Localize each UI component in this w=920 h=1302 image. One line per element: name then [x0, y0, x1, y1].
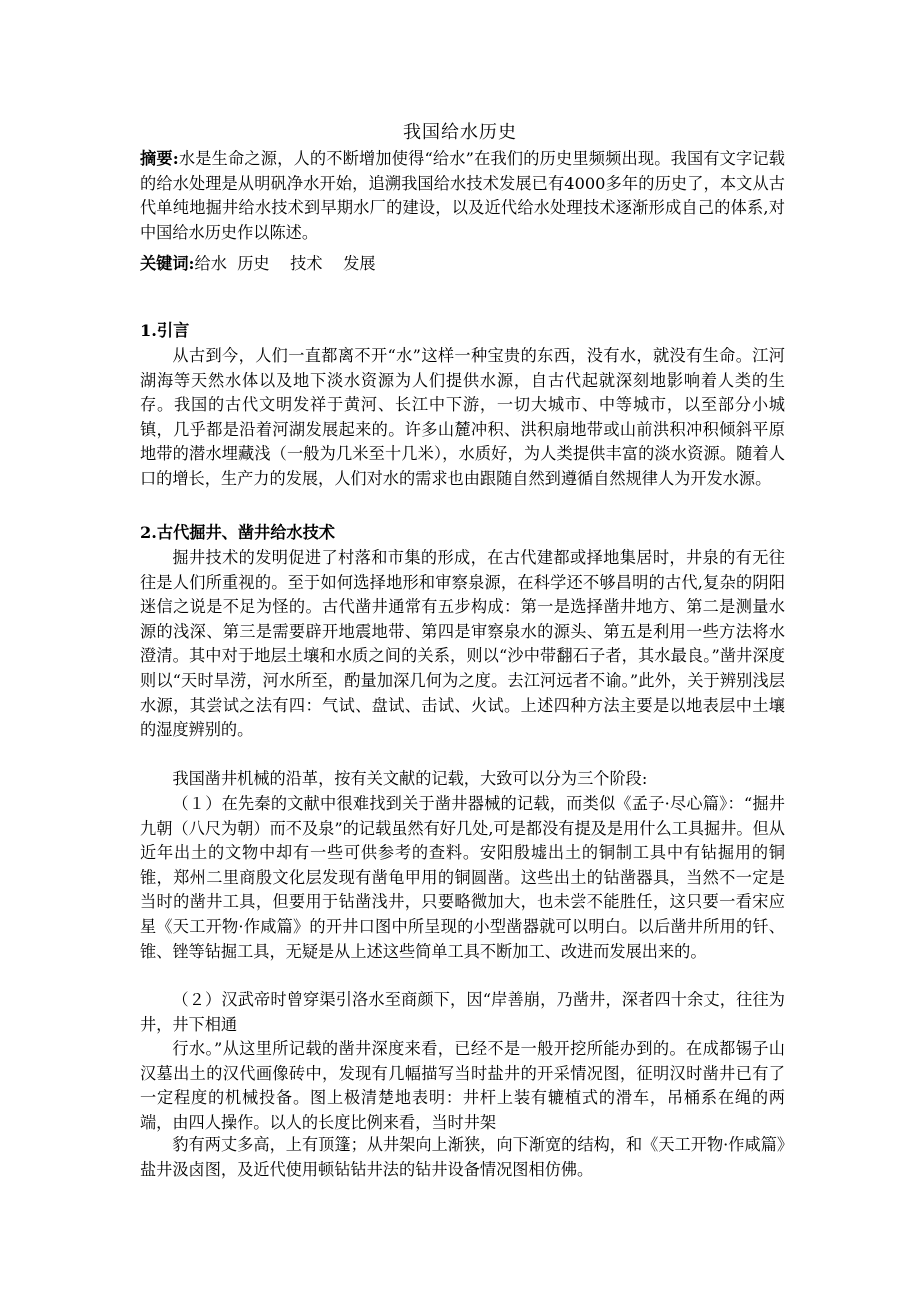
- section-2-paragraph-2: 我国凿井机械的沿革，按有关文献的记载，大致可以分为三个阶段:: [172, 769, 648, 788]
- abstract: [140, 147, 785, 245]
- section-2-paragraph-6: 豹有两丈多高，上有顶篷；从井架向上渐狭，向下渐宽的结构，和《天工开物·作咸篇》盐井汲卤图，及近代使用顿钻钻井法的钻井设备情况图相仿佛。: [140, 1135, 785, 1179]
- section-1-heading: 1.引言: [140, 321, 190, 340]
- abstract-label: 摘要:: [140, 149, 179, 168]
- section-2-paragraph-3: （１）在先秦的文献中很难找到关于凿井器械的记载，而类似《孟子·尽心篇》：“掘井九朝（八尺为朝）而不及泉”的记载虽然有好几处,可是都没有提及是用什么工具掘井。但从近年出土的文物中却有一些可供参考的查料。安阳殷墟出土的铜制工具中有钻掘用的铜锥，郑州二里商殷文化层发现有凿龟甲用的铜圆凿。这些出土的钻凿器具，当然不一定是当时的凿井工具，但要用于钻凿浅井，只要略微加大，也未尝不能胜任，这只要一看宋应星《天工开物·作咸篇》的开井口图中所呈现的小型凿器就可以明白。以后凿井所用的钎、锥、锉等钻掘工具，无疑是从上述这些简单工具不断加工、改进而发展出来的。: [140, 794, 785, 961]
- keywords-label: 关键词:: [140, 254, 195, 273]
- section-1-paragraph: 从古到今，人们一直都离不开“水”这样一种宝贵的东西，没有水，就没有生命。江河湖海等天然水体以及地下淡水资源为人们提供水源，自古代起就深刻地影响着人类的生存。我国的古代文明发祥于黄河、长江中下游，一切大城市、中等城市，以至部分小城镇，几乎都是沿着河湖发展起来的。许多山麓冲积、洪积扇地带或山前洪积冲积倾斜平原地带的潜水埋藏浅（一般为几米至十几米），水质好，为人类提供丰富的淡水资源。随着人口的增长，生产力的发展，人们对水的需求也由跟随自然到遵循自然规律人为开发水源。: [140, 346, 785, 488]
- document-title: 我国给水历史: [403, 122, 517, 143]
- section-2-paragraph-4: （２）汉武帝时曾穿渠引洛水至商颜下，因“岸善崩，乃凿井，深者四十余丈，往往为井，井下相通: [140, 990, 785, 1034]
- abstract-text: 水是生命之源，人的不断增加使得“给水”在我们的历史里频频出现。我国有文字记载的给水处理是从明矾净水开始，追溯我国给水技术发展已有4000多年的历史了，本文从古代单纯地掘井给水技术到早期水厂的建设，以及近代给水处理技术逐渐形成自己的体系,对中国给水历史作以陈述。: [140, 149, 785, 242]
- keywords: [140, 252, 785, 277]
- section-2-heading: 2.古代掘井、凿井给水技术: [140, 523, 335, 542]
- section-2-paragraph-1: 掘井技术的发明促进了村落和市集的形成，在古代建都或择地集居时，井泉的有无往往是人们所重视的。至于如何选择地形和审察泉源，在科学还不够昌明的古代,复杂的阴阳迷信之说是不足为怪的。古代凿井通常有五步构成：第一是选择凿井地方、第二是测量水源的浅深、第三是需要辟开地震地带、第四是审察泉水的源头、第五是利用一些方法将水澄清。其中对于地层土壤和水质之间的关系，则以“沙中带翻石子者，其水最良。”凿井深度则以“天时旱涝，河水所至，酌量加深几何为之度。去江河远者不谕。”此外，关于辨别浅层水源，其尝试之法有四：气试、盘试、击试、火试。上述四种方法主要是以地表层中土壤的湿度辨别的。: [140, 548, 785, 740]
- section-2-paragraph-5: 行水。”从这里所记载的凿井深度来看，已经不是一般开挖所能办到的。在成都锡子山汉墓出土的汉代画像砖中，发现有几幅描写当时盐井的开采情况图，征明汉时凿井已有了一定程度的机械投备。图上极清楚地表明：井杆上装有辘植式的滑车，吊桶系在绳的两端，由四人操作。以人的长度比例来看，当时井架: [140, 1039, 785, 1132]
- keywords-text: 给水 历史 技术 发展: [194, 254, 376, 273]
